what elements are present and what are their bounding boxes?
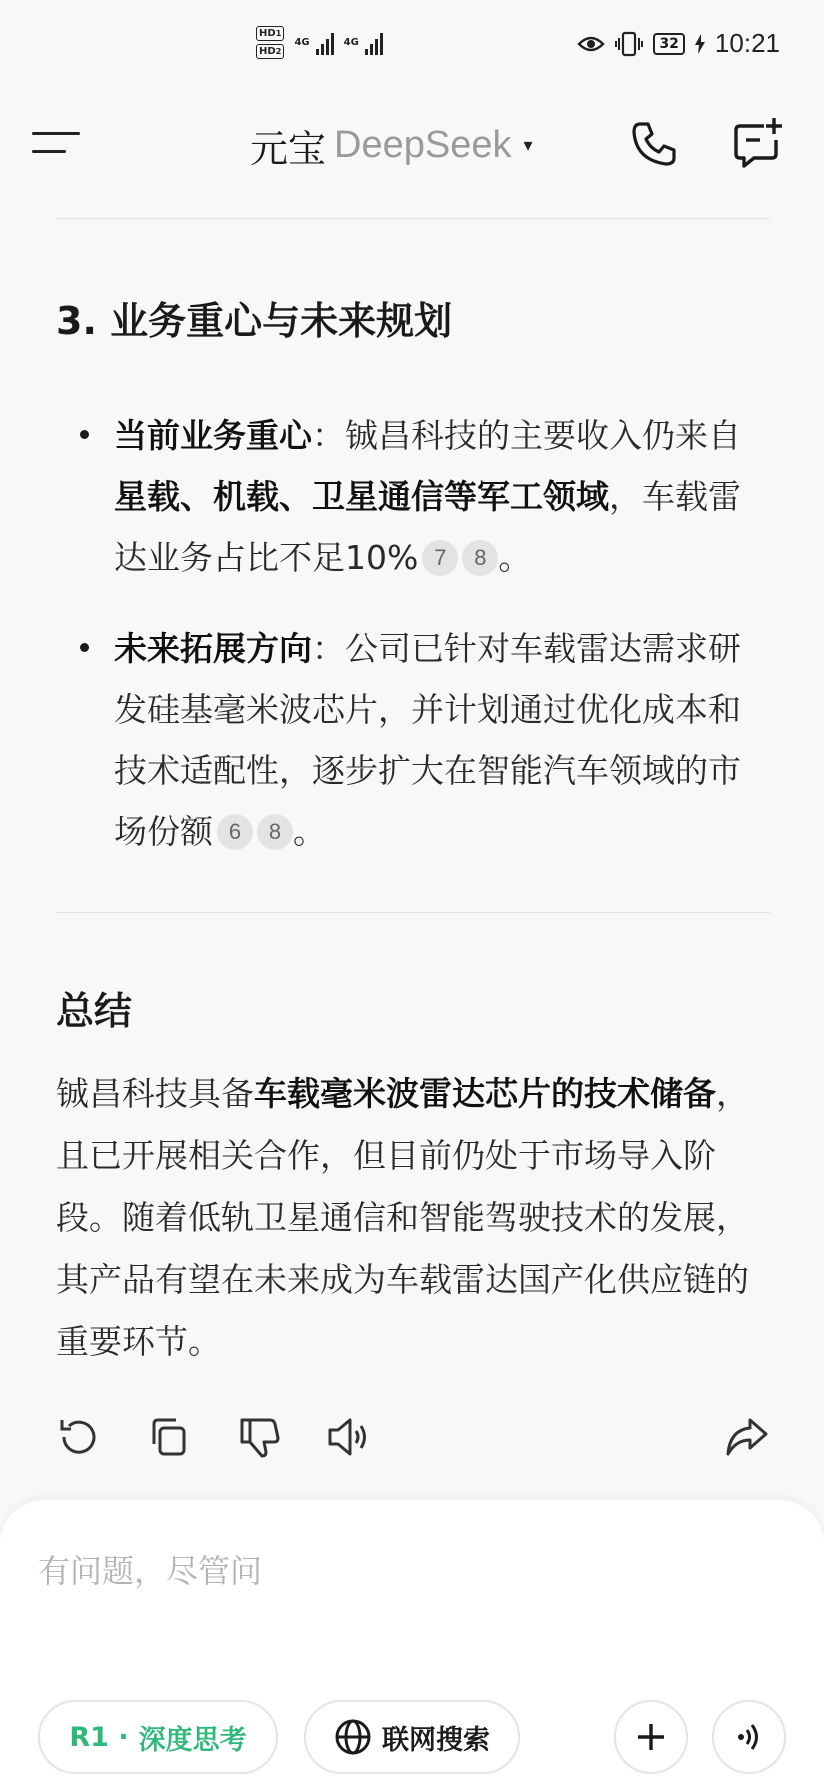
bullet-list (56, 405, 770, 892)
deep-think-toggle[interactable] (38, 1700, 278, 1774)
top-divider (56, 218, 770, 219)
network-type-2: 4G (343, 37, 359, 48)
share-button[interactable] (724, 1414, 770, 1460)
dislike-button[interactable] (236, 1414, 282, 1460)
list-item: 未来拓展方向：公司已针对车载雷达需求研发硅基毫米波芯片，并计划通过优化成本和技术适配性，逐步扩大在智能汽车领域的市场份额 6 8 。 (56, 618, 770, 862)
attach-button[interactable] (614, 1700, 688, 1774)
deep-think-label: 深度思考 (138, 1724, 247, 1756)
copy-icon (146, 1414, 192, 1460)
chevron-down-icon: ▾ (523, 135, 533, 156)
status-left (256, 26, 383, 59)
signal-icon-1 (316, 31, 334, 55)
phone-icon (628, 118, 680, 170)
menu-button[interactable] (32, 124, 82, 164)
message-actions (56, 1414, 770, 1464)
hd-badge-2: HD2 (256, 44, 284, 59)
citation-badge[interactable]: 8 (257, 814, 293, 850)
model-name: DeepSeek (334, 124, 512, 166)
app-header (0, 100, 824, 190)
summary-text: 铖昌科技具备车载毫米波雷达芯片的技术储备，且已开展相关合作，但目前仍处于市场导入阶段。随着低轨卫星通信和智能驾驶技术的发展，其产品有望在未来成为车载雷达国产化供应链的重要环节。 (56, 1074, 749, 1361)
vibrate-icon (615, 31, 643, 57)
model-selector[interactable] (250, 118, 533, 173)
summary-heading: 总结 (56, 989, 133, 1033)
charging-icon (695, 34, 705, 54)
share-icon (724, 1414, 770, 1460)
app-title: 元宝 (250, 127, 327, 171)
list-item: 当前业务重心：铖昌科技的主要收入仍来自星载、机载、卫星通信等军工领域，车载雷达业务占比不足10% 7 8 。 (56, 405, 770, 588)
status-bar (0, 0, 824, 90)
deep-think-prefix: R1 · (69, 1721, 129, 1753)
voice-call-button[interactable] (628, 118, 680, 170)
voice-icon (731, 1719, 767, 1755)
globe-icon (334, 1718, 372, 1756)
status-right (577, 28, 780, 59)
eye-icon (577, 34, 605, 54)
section-divider (56, 912, 770, 913)
copy-button[interactable] (146, 1414, 192, 1460)
regenerate-icon (56, 1414, 102, 1460)
citation-badge[interactable]: 7 (422, 540, 458, 576)
signal-icon-2 (365, 31, 383, 55)
network-type-1: 4G (294, 37, 310, 48)
message-input[interactable] (38, 1546, 738, 1596)
speaker-icon (326, 1414, 372, 1460)
battery-indicator: 32 (653, 33, 684, 55)
citation-badge[interactable]: 6 (217, 814, 253, 850)
web-search-label: 联网搜索 (382, 1724, 490, 1756)
citation-badge[interactable]: 8 (462, 540, 498, 576)
plus-icon (634, 1720, 668, 1754)
new-chat-icon (730, 116, 786, 172)
read-aloud-button[interactable] (326, 1414, 372, 1460)
hd-badge-1: HD1 (256, 26, 284, 41)
new-chat-button[interactable] (730, 116, 786, 172)
voice-input-button[interactable] (712, 1700, 786, 1774)
web-search-toggle[interactable] (304, 1700, 520, 1774)
regenerate-button[interactable] (56, 1414, 102, 1460)
section-heading: 3. 业务重心与未来规划 (56, 299, 453, 343)
clock: 10:21 (714, 28, 780, 58)
thumbs-down-icon (236, 1414, 282, 1460)
